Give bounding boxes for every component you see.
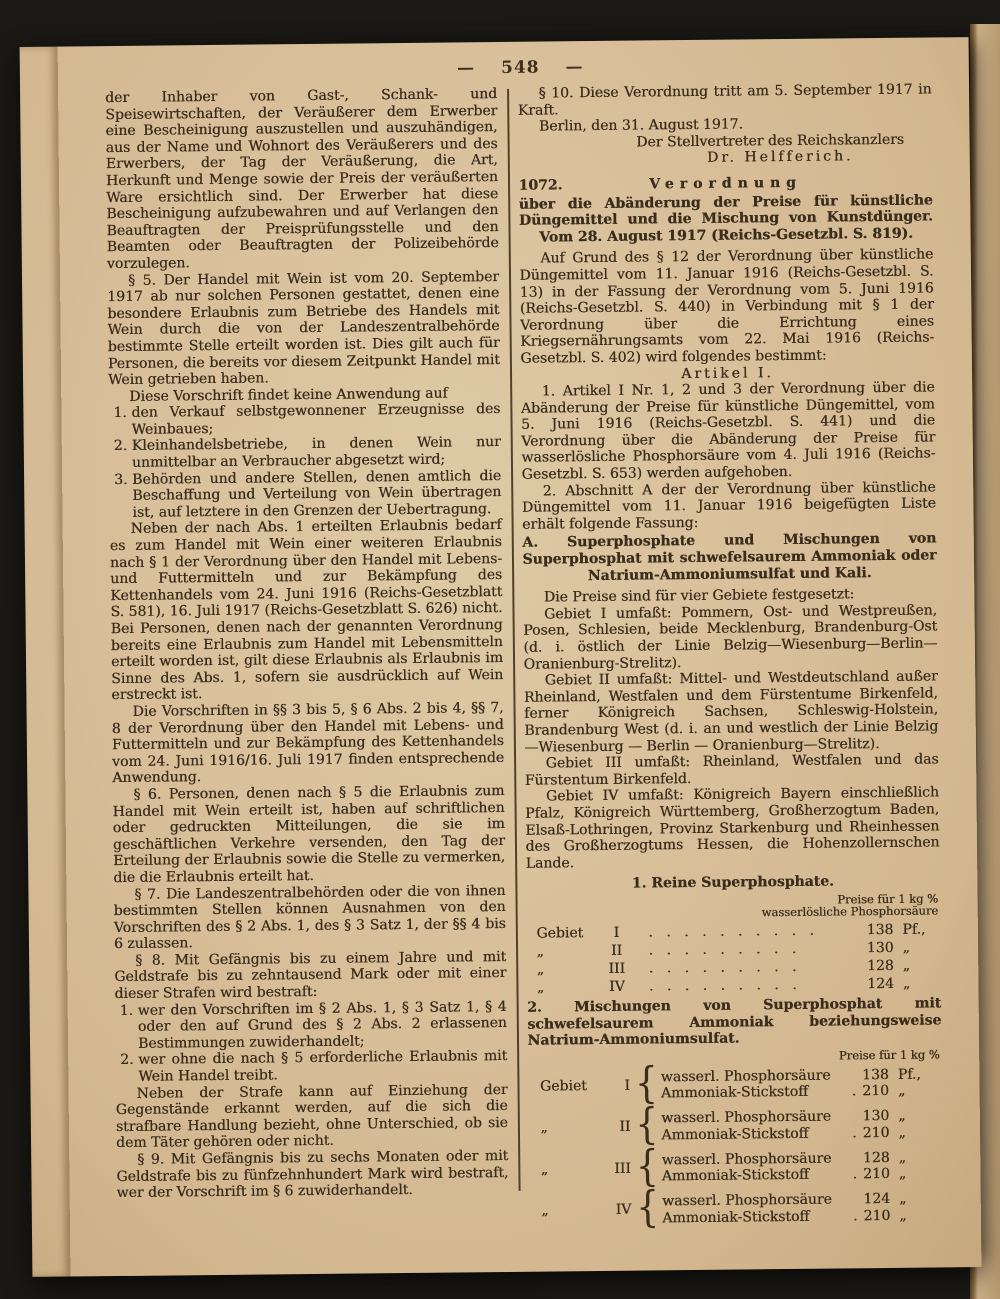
row-numeral: III — [614, 1160, 631, 1177]
paragraph: Gebiet IV umfaßt: Königreich Bayern einschließlich Pfalz, Königreich Württemberg, Großherzogtum Baden, Elsaß-Lothringen, Provinz Starkenburg und Rheinhessen des Großherzogtums Hessen, die Hohenzollernschen Lande. — [525, 784, 940, 872]
page-content — [20, 81, 981, 1239]
list-item-text: Kleinhandelsbetriebe, in denen Wein nur unmittelbar an Verbraucher abgesetzt wird; — [131, 434, 501, 471]
price-unit: Pf., — [902, 921, 926, 938]
row-numeral: II — [619, 1119, 631, 1136]
price-unit: „ — [898, 1107, 906, 1125]
substance-name: wasserl. Phosphorsäure — [661, 1150, 832, 1169]
signature-name: Dr. Helfferich. — [707, 148, 854, 167]
title-block: A. Superphosphate und Mischungen von Superphosphat mit schwefelsaurem Ammoniak oder Natrium-Ammoniumsulfat und Kali. — [522, 530, 937, 584]
list-item — [115, 1048, 507, 1085]
dot-leader — [848, 1150, 862, 1167]
list-item-number: 1. — [119, 1002, 134, 1019]
list-item — [108, 401, 500, 438]
price-value: 128 — [862, 1149, 890, 1166]
left-column — [105, 86, 509, 1238]
paragraph: § 9. Mit Gefängnis bis zu sechs Monaten oder mit Geldstrafe bis zu fünfzehnhundert Mark wird bestraft, wer der Vorschrift im § 6 zuwiderhandelt. — [116, 1147, 509, 1202]
list-item-number: 1. — [113, 405, 127, 422]
price-value: 130 — [862, 1108, 890, 1125]
title-block: 2. Mischungen von Superphosphat mit schwefelsaurem Ammoniak beziehungsweise Natrium-Ammoniumsulfat. — [527, 995, 942, 1049]
row-label: „ — [540, 1119, 548, 1136]
title-block: über die Abänderung der Preise für künstliche Düngemittel und die Mischung von Kunstdünger. Vom 28. August 1917 (Reichs-Gesetzbl. S. 819). — [518, 192, 933, 246]
paragraph: Gebiet III umfaßt: Rheinland, Westfalen und das Fürstentum Birkenfeld. — [524, 751, 939, 789]
substance-name: Ammoniak-Stickstoff — [661, 1166, 810, 1185]
price-value: 124 — [863, 1191, 891, 1208]
ordinance-title: Verordnung — [649, 174, 802, 193]
dot-leader — [847, 1108, 861, 1125]
price-unit-note-line: Preise für 1 kg % — [838, 1047, 940, 1063]
list-item-number: 3. — [114, 471, 128, 488]
price-unit: „ — [899, 1207, 907, 1224]
paragraph: Diese Vorschrift findet keine Anwendung auf — [129, 385, 448, 405]
paragraph: Die Vorschriften in §§ 3 bis 5, § 6 Abs. 2 bis 4, §§ 7, 8 der Verordnung über den Handel mit Lebens- und Futtermitteln und zur Bekämpfung des Kettenhandels vom 24. Juni 1916/16. Juli 1917 finden entsprechende Anwendung. — [111, 699, 505, 787]
book-page — [20, 37, 982, 1277]
brace-row-lines — [661, 1066, 942, 1102]
paragraph: Auf Grund des § 12 der Verordnung über künstliche Düngemittel vom 11. Januar 1916 (Reichs-Gesetzbl. S. 13) in der Fassung der Verordnung vom 5. Juni 1916 (Reichs-Gesetzbl. S. 440) in Verbindung mit § 1 der Verordnung über die Errichtung eines Kriegsernährungsamts vom 22. Mai 1916 (Reichs-Gesetzbl. S. 402) wird folgendes bestimmt: — [519, 246, 935, 367]
dot-leader: . . . . . . . . . — [648, 940, 797, 959]
price-table-row — [527, 974, 941, 996]
substance-name: Ammoniak-Stickstoff — [661, 1125, 809, 1144]
right-column — [518, 81, 944, 1233]
brace-row-line — [662, 1166, 943, 1185]
paragraph: § 8. Mit Gefängnis bis zu einem Jahre und mit Geldstrafe bis zu zehntausend Mark oder mit einer dieser Strafen wird bestraft: — [114, 948, 507, 1003]
row-label: Gebiet — [536, 925, 584, 942]
brace-row-line — [661, 1083, 942, 1102]
price-value: 210 — [863, 1207, 891, 1224]
signature-line: Der Stellvertreter des Reichskanzlers — [636, 131, 905, 151]
brace-row-lines — [661, 1108, 942, 1144]
price-unit: „ — [898, 1165, 907, 1183]
price-unit: „ — [902, 975, 911, 992]
brace-row-lines — [662, 1191, 943, 1227]
price-value: 210 — [862, 1083, 890, 1100]
paragraph: § 6. Personen, denen nach § 5 die Erlaubnis zum Handel mit Wein erteilt ist, haben auf schriftlichen oder gedruckten Mitteilungen, die sie im geschäftlichen Verkehre versenden, den Tag der Erteilung der Erlaubnis sowie die Stelle zu vermerken, die die Erlaubnis erteilt hat. — [112, 782, 506, 886]
list-item-number: 2. — [120, 1052, 134, 1069]
brace-row-lines — [662, 1149, 943, 1185]
price-unit: „ — [898, 1124, 906, 1141]
header-dash-left: — — [456, 58, 476, 79]
paragraph: Neben der Strafe kann auf Einziehung der Gegenstände erkannt werden, auf die sich die strafbare Handlung bezieht, ohne Unterschied, ob sie dem Täter gehören oder nicht. — [115, 1081, 508, 1152]
list-item-text: wer den Vorschriften im § 2 Abs. 1, § 3 Satz 1, § 4 oder den auf Grund des § 2 Abs. 2 erlassenen Bestimmungen zuwiderhandelt; — [137, 998, 507, 1052]
brace-price-row — [528, 1100, 942, 1150]
dot-leader: . — [852, 1124, 857, 1142]
price-unit-note-line: Preise für 1 kg % — [837, 891, 939, 907]
brace-price-row — [528, 1059, 942, 1108]
price-unit: „ — [897, 1082, 906, 1100]
row-numeral: IV — [609, 978, 625, 995]
price-unit: „ — [902, 957, 911, 974]
substance-name: wasserl. Phosphorsäure — [662, 1191, 832, 1210]
paragraph: der Inhaber von Gast-, Schank- und Speisewirtschaften, der Veräußerer dem Erwerber eine Bescheinigung auszustellen und auszuhändigen, aus der Name und Wohnort des Veräußerers und des Erwerbers, der Tag der Veräußerung, die Art, Herkunft und Menge sowie der Preis der veräußerten Ware ersichtlich sind. Der Erwerber hat diese Bescheinigung aufzubewahren und auf Verlangen den Beauftragten der Preisprüfungsstelle und den Beamten oder Beauftragten der Polizeibehörde vorzulegen. — [105, 86, 499, 273]
substance-name: wasserl. Phosphorsäure — [661, 1108, 832, 1127]
substance-name: Ammoniak-Stickstoff — [662, 1208, 810, 1227]
header-dash-right: — — [565, 57, 584, 78]
brace-glyph: { — [636, 1183, 660, 1233]
brace-price-row — [529, 1142, 943, 1191]
row-label: „ — [541, 1202, 549, 1219]
list-item-text: Behörden und andere Stellen, denen amtlich die Beschaffung und Verteilung von Wein übertragen ist, auf letztere in den Grenzen der Uebertragung. — [132, 467, 502, 521]
price-value: 138 — [866, 921, 894, 939]
brace-row-line — [662, 1207, 943, 1226]
price-unit-note — [526, 892, 940, 921]
dot-leader: . — [852, 1207, 858, 1225]
list-item — [115, 999, 507, 1053]
page-header — [20, 53, 969, 83]
price-unit: „ — [902, 939, 910, 956]
price-value: 210 — [862, 1124, 890, 1141]
paragraph: § 7. Die Landeszentralbehörden oder die von ihnen bestimmten Stellen können Ausnahmen von den Vorschriften des § 2 Abs. 1, des § 3 Satz 1, der §§ 4 bis 6 zulassen. — [113, 882, 506, 953]
price-unit: Pf., — [897, 1066, 921, 1083]
paragraph: § 5. Der Handel mit Wein ist vom 20. September 1917 ab nur solchen Personen gestattet, denen eine besondere Erlaubnis zum Betriebe des Handels mit Wein durch die von der Landeszentralbehörde bestimmte Stelle erteilt worden ist. Dies gilt auch für Personen, die bereits vor diesem Zeitpunkt Handel mit Wein getrieben haben. — [107, 268, 500, 389]
paragraph: § 10. Diese Verordnung tritt am 5. September 1917 in Kraft. — [517, 81, 932, 119]
section-heading: Artikel I. — [681, 364, 774, 382]
price-table — [526, 920, 941, 996]
row-numeral: II — [610, 942, 623, 959]
ordinance-number: 1072. — [518, 177, 563, 194]
brace-row-line — [661, 1124, 942, 1143]
brace-glyph: { — [634, 1059, 659, 1108]
row-numeral: IV — [615, 1202, 632, 1219]
ordinance-heading — [518, 173, 932, 194]
price-unit: „ — [899, 1190, 907, 1208]
paragraph: Berlin, den 31. August 1917. — [538, 116, 744, 135]
price-unit-note-line: wasserlösliche Phosphorsäure — [761, 903, 939, 920]
row-label: „ — [540, 1161, 549, 1178]
price-value: 130 — [866, 939, 894, 957]
substance-name: Ammoniak-Stickstoff — [660, 1083, 809, 1102]
list-item-text: den Verkauf selbstgewonnener Erzeugnisse des Weinbaues; — [131, 401, 501, 438]
brace-glyph: { — [635, 1100, 659, 1150]
row-numeral: III — [608, 960, 626, 977]
row-numeral: I — [624, 1077, 631, 1094]
paragraph: Gebiet II umfaßt: Mittel- und Westdeutschland außer Rheinland, Westfalen und dem Fürstentume Birkenfeld, ferner Königreich Sachsen, Schleswig-Holstein, Brandenburg West (d. i. an und westlich der Linie Belzig—Wiesenburg — Berlin — Oranienburg—Strelitz). — [523, 668, 939, 756]
price-unit: „ — [898, 1149, 907, 1166]
dot-leader: . . . . . . . . . — [648, 976, 797, 995]
dot-leader: . . . . . . . . . . — [648, 922, 815, 941]
price-value: 128 — [866, 957, 894, 975]
price-value: 124 — [867, 975, 895, 993]
dot-leader — [847, 1067, 861, 1084]
brace-price-row — [529, 1183, 943, 1233]
row-label: „ — [536, 961, 545, 978]
list-item-text: wer ohne die nach § 5 erforderliche Erlaubnis mit Wein Handel treibt. — [138, 1048, 508, 1085]
paragraph: 2. Abschnitt A der der Verordnung über künstliche Düngemittel vom 11. Januar 1916 beigefügten Liste erhält folgende Fassung: — [521, 479, 937, 533]
paragraph: Gebiet I umfaßt: Pommern, Ost- und Westpreußen, Posen, Schlesien, beide Mecklenburg, Brandenburg-Ost (d. i. östlich der Linie Belzig—Wiesenburg—Berlin—Oranienburg-Strelitz). — [523, 602, 938, 673]
dot-leader: . . . . . . . . . — [648, 958, 797, 977]
list-item — [109, 434, 501, 471]
page-number: 548 — [500, 57, 540, 78]
substance-name: wasserl. Phosphorsäure — [660, 1067, 831, 1086]
dot-leader: . — [851, 1083, 857, 1100]
row-label: „ — [536, 979, 545, 996]
price-value: 138 — [861, 1066, 889, 1083]
row-label: „ — [536, 943, 544, 960]
paragraph: 1. Artikel I Nr. 1, 2 und 3 der Verordnung über die Abänderung der Preise für künstliche Düngemittel, vom 5. Juni 1916 (Reichs-Gesetzbl. S. 441) und die Verordnung über die Abänderung der Preise für wasserlösliche Phosphorsäure vom 4. Juli 1916 (Reichs-Gesetzbl. S. 653) werden aufgehoben. — [520, 379, 936, 483]
brace-price-table — [528, 1059, 944, 1233]
dot-leader: . — [852, 1166, 858, 1183]
paragraph: Die Preise sind für vier Gebiete festgesetzt: — [543, 586, 855, 606]
section-heading: 1. Reine Superphosphate. — [631, 873, 835, 892]
brace-glyph: { — [635, 1142, 660, 1191]
column-divider — [507, 89, 520, 1191]
row-label: Gebiet — [539, 1078, 587, 1095]
list-item-number: 2. — [113, 438, 128, 455]
dot-leader — [848, 1191, 862, 1208]
row-numeral: I — [613, 924, 620, 941]
price-value: 210 — [863, 1166, 890, 1183]
price-unit-note — [528, 1048, 942, 1065]
list-item — [109, 468, 501, 522]
paragraph: Neben der nach Abs. 1 erteilten Erlaubnis bedarf es zum Handel mit Wein einer weiteren Erlaubnis nach § 1 der Verordnung über den Handel mit Lebens- und Futtermitteln und zur Bekämpfung des Kettenhandels vom 24. Juni 1916 (Reichs-Gesetzblatt S. 581), 16. Juli 1917 (Reichs-Gesetzblatt S. 626) nicht. Bei Personen, denen nach der genannten Verordnung bereits eine Erlaubnis zum Handel mit Lebensmitteln erteilt worden ist, gilt diese Erlaubnis als Erlaubnis im Sinne des Abs. 1, sofern sie ausdrücklich auf Wein erstreckt ist. — [109, 517, 504, 704]
